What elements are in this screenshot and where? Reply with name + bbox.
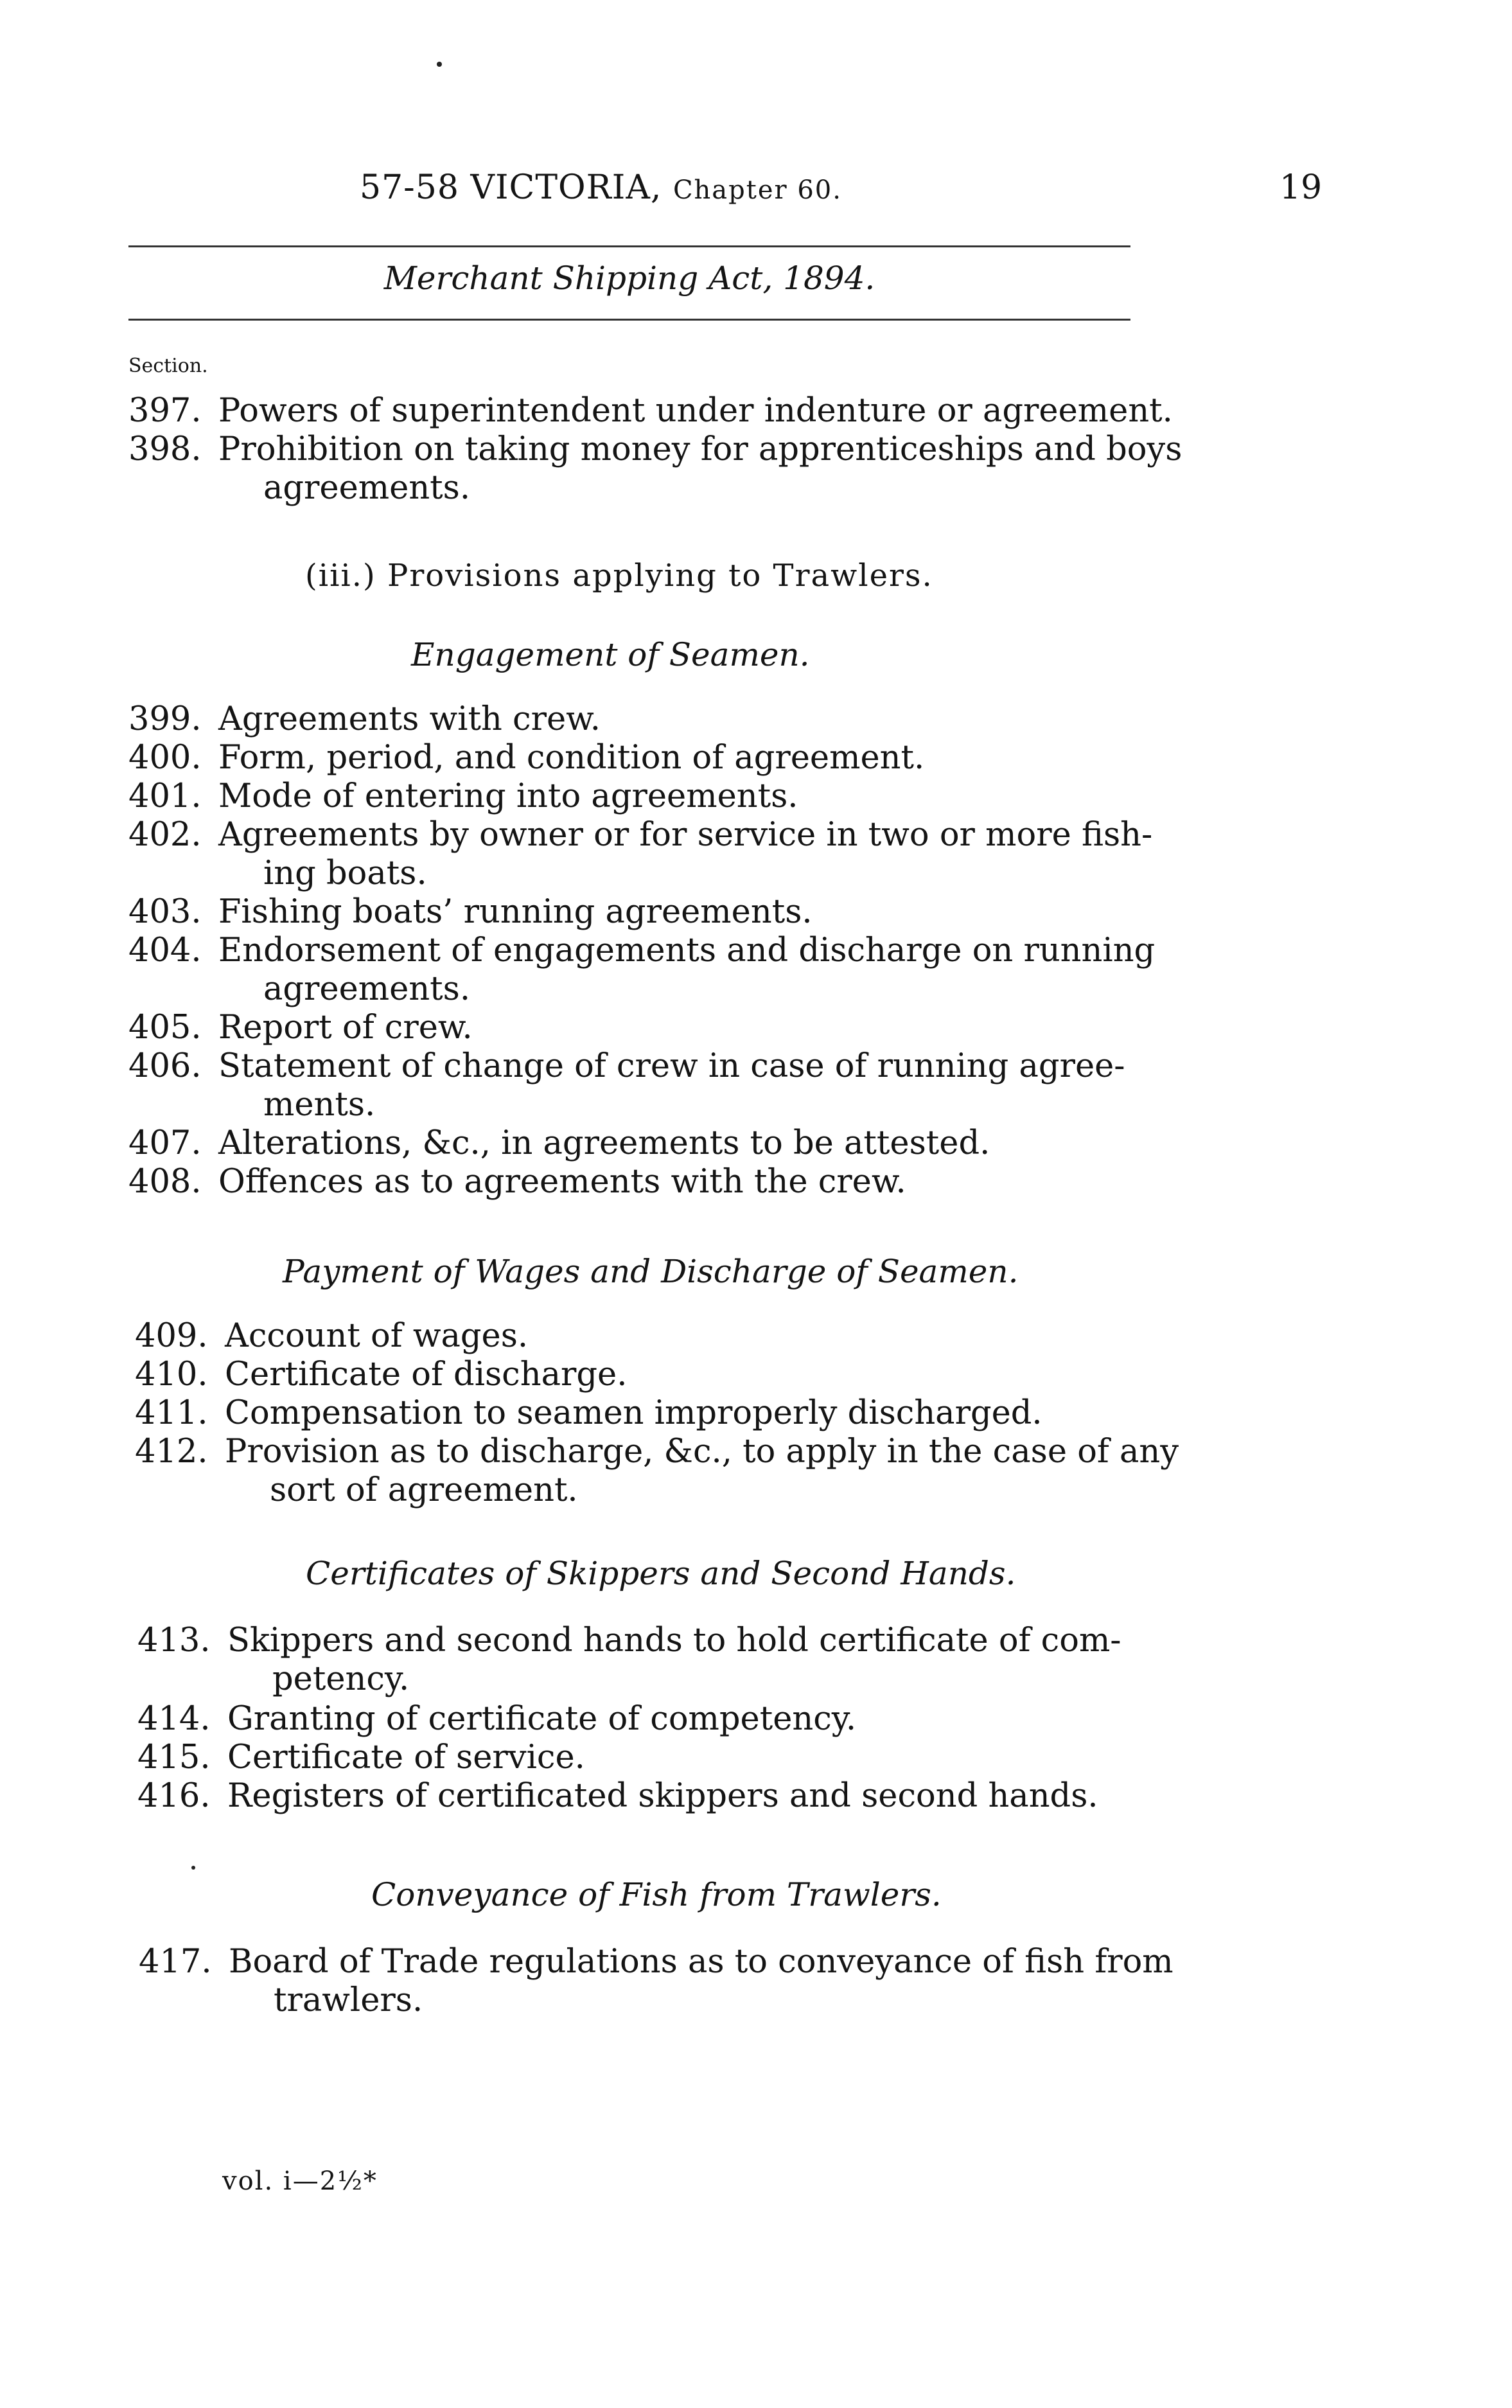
section-number: 406. xyxy=(128,1047,202,1085)
header-rule-bottom xyxy=(128,319,1130,321)
section-text: Form, period, and condition of agreement. xyxy=(218,739,925,777)
section-number: 417. xyxy=(139,1943,212,1981)
section-number: 405. xyxy=(128,1009,202,1047)
section-number: 409. xyxy=(135,1317,208,1355)
section-number: 397. xyxy=(128,392,202,430)
subhead-payment: Payment of Wages and Discharge of Seamen. xyxy=(283,1253,1019,1290)
section-text-continued: ments. xyxy=(263,1086,376,1124)
section-text-continued: sort of agreement. xyxy=(270,1471,578,1509)
ink-speck xyxy=(191,1866,195,1870)
section-text: Endorsement of engagements and discharge on running xyxy=(218,932,1156,969)
section-text: Statement of change of crew in case of running agree- xyxy=(218,1047,1125,1085)
section-number: 408. xyxy=(128,1163,202,1201)
section-number: 400. xyxy=(128,739,202,777)
list-item xyxy=(128,1124,990,1163)
section-text: Agreements with crew. xyxy=(218,700,601,738)
section-text: Certificate of discharge. xyxy=(225,1356,628,1394)
section-number: 412. xyxy=(135,1433,208,1471)
header-chapter: Chapter 60. xyxy=(672,175,842,205)
section-text-continued: petency. xyxy=(272,1660,410,1698)
section-number: 401. xyxy=(128,777,202,815)
list-item xyxy=(135,1433,1179,1510)
list-item xyxy=(128,816,1152,893)
ink-speck xyxy=(437,62,442,67)
list-item xyxy=(128,739,924,777)
list-item xyxy=(128,700,601,739)
subhead-conveyance: Conveyance of Fish from Trawlers. xyxy=(371,1876,942,1913)
section-number: 413. xyxy=(137,1622,211,1660)
list-item xyxy=(128,392,1173,430)
section-number: 411. xyxy=(135,1394,208,1432)
list-item xyxy=(128,932,1155,1009)
section-number: 398. xyxy=(128,430,202,468)
list-item xyxy=(137,1739,585,1777)
running-header xyxy=(360,168,842,207)
part-heading-text: (iii.) Provisions applying to Trawlers. xyxy=(305,558,933,594)
section-text-continued: trawlers. xyxy=(274,1981,423,2019)
section-text: Granting of certificate of competency. xyxy=(227,1700,857,1738)
section-number: 404. xyxy=(128,932,202,969)
list-item xyxy=(128,1163,906,1201)
list-item xyxy=(135,1317,528,1356)
subhead-certificates: Certificates of Skippers and Second Hands. xyxy=(306,1555,1016,1592)
list-item xyxy=(128,430,1182,508)
list-item xyxy=(137,1700,856,1739)
section-text: Alterations, &c., in agreements to be attested. xyxy=(218,1124,990,1162)
section-text: Powers of superintendent under indenture or agreement. xyxy=(218,392,1173,430)
section-number: 403. xyxy=(128,893,202,931)
list-item xyxy=(128,777,798,816)
section-text: Agreements by owner or for service in two or more fish- xyxy=(218,816,1153,854)
section-text: Certificate of service. xyxy=(227,1739,585,1776)
list-item xyxy=(137,1777,1098,1816)
section-number: 415. xyxy=(137,1739,211,1776)
section-text: Offences as to agreements with the crew. xyxy=(218,1163,906,1201)
page-number: 19 xyxy=(1279,168,1323,207)
section-number: 402. xyxy=(128,816,202,854)
section-text: Account of wages. xyxy=(225,1317,529,1355)
list-item xyxy=(128,1047,1125,1124)
list-item xyxy=(139,1943,1174,2020)
section-text: Report of crew. xyxy=(218,1009,473,1047)
list-item xyxy=(137,1622,1121,1699)
signature-mark: vol. i—2½* xyxy=(222,2166,378,2196)
list-item xyxy=(128,1009,473,1047)
section-text-continued: ing boats. xyxy=(263,854,427,892)
section-text: Compensation to seamen improperly discharged. xyxy=(225,1394,1042,1432)
section-text: Board of Trade regulations as to conveyance of fish from xyxy=(229,1943,1174,1981)
section-number: 410. xyxy=(135,1356,208,1394)
section-text: Skippers and second hands to hold certificate of com- xyxy=(227,1622,1121,1660)
list-item xyxy=(135,1394,1042,1433)
act-title-text: Merchant Shipping Act, 1894. xyxy=(383,260,875,297)
header-rule-top xyxy=(128,245,1130,247)
section-text: Prohibition on taking money for apprenticeships and boys xyxy=(218,430,1182,468)
list-item xyxy=(135,1356,627,1394)
section-text-continued: agreements. xyxy=(263,469,471,507)
subhead-engagement: Engagement of Seamen. xyxy=(411,636,810,673)
section-number: 407. xyxy=(128,1124,202,1162)
section-number: 399. xyxy=(128,700,202,738)
section-number: 416. xyxy=(137,1777,211,1815)
part-heading xyxy=(305,558,933,594)
section-text: Fishing boats’ running agreements. xyxy=(218,893,813,931)
header-title: 57-58 VICTORIA, xyxy=(360,168,673,207)
act-title xyxy=(128,260,1130,297)
list-item xyxy=(128,893,813,932)
section-text: Mode of entering into agreements. xyxy=(218,777,798,815)
section-number: 414. xyxy=(137,1700,211,1738)
section-label: Section. xyxy=(128,355,208,377)
section-text: Provision as to discharge, &c., to apply in the case of any xyxy=(225,1433,1179,1471)
section-text-continued: agreements. xyxy=(263,970,471,1008)
section-text: Registers of certificated skippers and second hands. xyxy=(227,1777,1098,1815)
